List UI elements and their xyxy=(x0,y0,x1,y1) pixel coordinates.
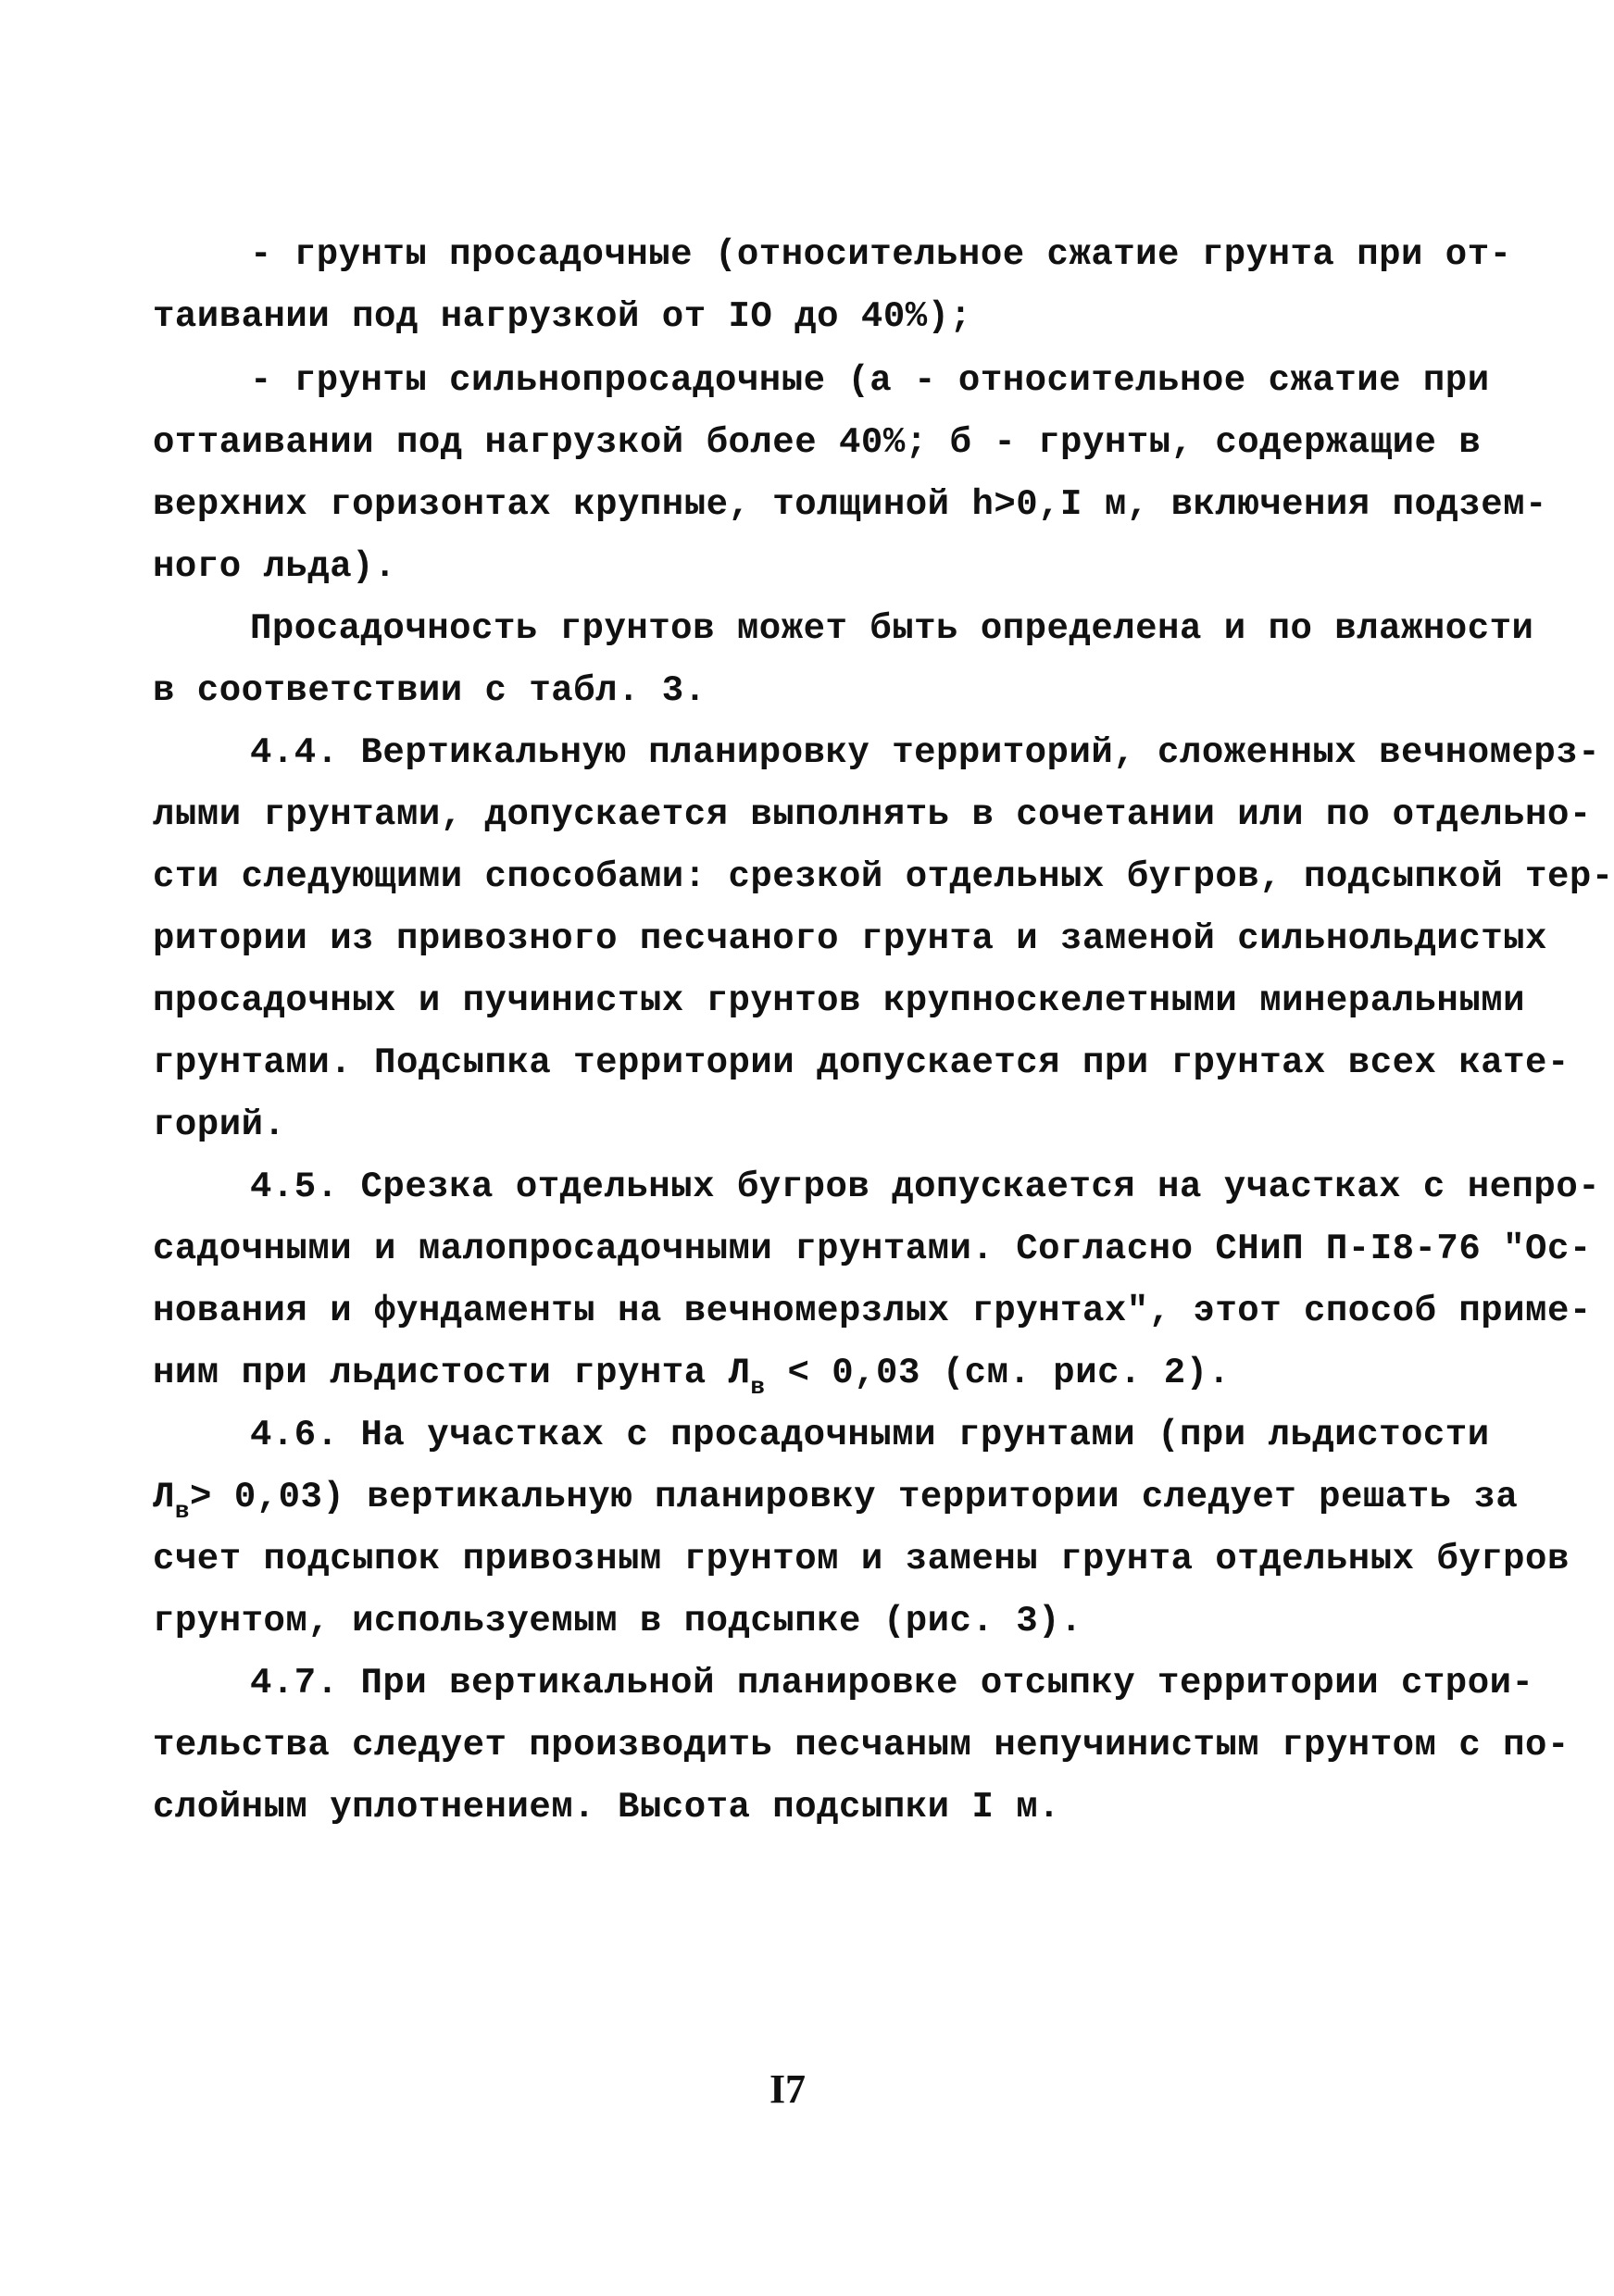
text-fragment: 0,03 (см. рис. 2). xyxy=(832,1353,1231,1393)
text-line: тельства следует производить песчаным непучинистым грунтом с по- xyxy=(153,1725,1570,1766)
text-line: таивании под нагрузкой от IO до 40%); xyxy=(153,296,972,337)
ice-symbol-subscript: в xyxy=(174,1497,191,1525)
ice-symbol-subscript: в xyxy=(750,1373,766,1401)
text-line-formula xyxy=(153,1474,1519,1525)
text-line: нования и фундаменты на вечномерзлых грунтах", этот способ приме- xyxy=(153,1291,1592,1331)
text-line: сти следующими способами: срезкой отдельных бугров, подсыпкой тер- xyxy=(153,856,1614,897)
text-line: садочными и малопросадочными грунтами. Согласно СНиП П-I8-76 "Ос- xyxy=(153,1229,1592,1269)
ice-symbol: Л xyxy=(153,1477,175,1517)
text-line: в соответствии с табл. 3. xyxy=(153,670,707,711)
text-line: - грунты просадочные (относительное сжатие грунта при от- xyxy=(250,234,1512,275)
text-line: ного льда). xyxy=(153,546,396,587)
text-line: оттаивании под нагрузкой более 40%; б - грунты, содержащие в xyxy=(153,422,1482,463)
text-line: горий. xyxy=(153,1104,286,1145)
text-line: 4.4. Вертикальную планировку территорий, сложенных вечномерз- xyxy=(250,732,1601,773)
text-fragment: 0,03) вертикальную планировку территории следует решать за xyxy=(233,1477,1519,1517)
text-line: 4.7. При вертикальной планировке отсыпку территории строи- xyxy=(250,1663,1534,1703)
less-than-sign: < xyxy=(787,1353,810,1393)
text-line: лыми грунтами, допускается выполнять в сочетании или по отдельно- xyxy=(153,794,1592,835)
text-line-formula xyxy=(153,1350,1421,1399)
text-line: счет подсыпок привозным грунтом и замены грунта отдельных бугров xyxy=(153,1539,1570,1579)
greater-than-sign: > xyxy=(190,1477,212,1517)
text-fragment: ним при льдистости грунта xyxy=(153,1353,707,1393)
text-line: - грунты сильнопросадочные (а - относительное сжатие при xyxy=(250,360,1490,401)
page-number: I7 xyxy=(769,2066,807,2112)
text-line: слойным уплотнением. Высота подсыпки I м. xyxy=(153,1787,1061,1828)
text-line: 4.6. На участках с просадочными грунтами (при льдистости xyxy=(250,1415,1490,1455)
text-line: ритории из привозного песчаного грунта и заменой сильнольдистых xyxy=(153,918,1547,959)
text-line: грунтами. Подсыпка территории допускается при грунтах всех кате- xyxy=(153,1042,1570,1083)
text-line: грунтом, используемым в подсыпке (рис. 3). xyxy=(153,1601,1082,1641)
ice-symbol: Л xyxy=(728,1353,751,1393)
text-line: Просадочность грунтов может быть определена и по влажности xyxy=(250,608,1534,649)
text-line: верхних горизонтах крупные, толщиной h>0,I м, включения подзем- xyxy=(153,484,1547,525)
text-line: просадочных и пучинистых грунтов крупноскелетными минеральными xyxy=(153,980,1526,1021)
text-line: 4.5. Срезка отдельных бугров допускается на участках с непро- xyxy=(250,1167,1601,1207)
